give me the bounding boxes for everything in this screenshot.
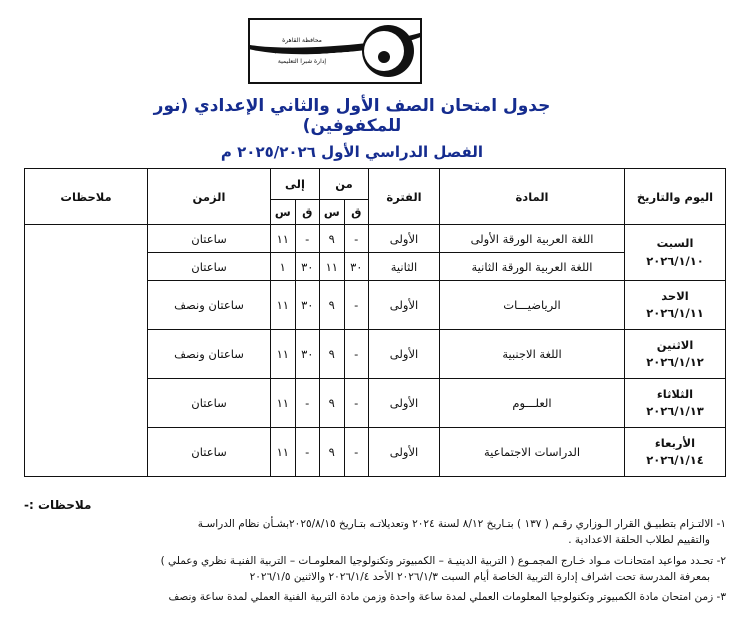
header-notes: ملاحظات [25,169,148,225]
cell-to-minutes: - [295,379,320,428]
cell-to-minutes: - [295,428,320,477]
note-item [24,516,726,549]
cell-from-minutes: - [344,428,369,477]
cell-day-name: السبت [656,236,694,251]
cell-to-minutes: ٣٠ [295,281,320,330]
cell-day-date-value: ٢٠٢٦/١/١٤ [646,453,704,467]
cell-day-name: الاحد [661,288,689,303]
cell-from-hours: ٩ [320,379,345,428]
header-from: من [320,169,369,200]
emblem-dot-icon [378,51,390,63]
crescent-eagle-emblem-icon [362,25,414,77]
cell-day-date [625,281,726,330]
cell-from-minutes: - [344,379,369,428]
logo-line-1: محافظة القاهرة [282,36,322,44]
header-to-hours: س [271,200,296,225]
cell-duration: ساعتان ونصف [148,281,271,330]
table-body [25,225,726,477]
cell-duration: ساعتان [148,253,271,281]
cell-day-date [625,428,726,477]
cell-to-hours: ١١ [271,330,296,379]
cell-to-minutes: - [295,225,320,253]
cell-to-hours: ١١ [271,225,296,253]
cell-period: الأولى [369,225,440,253]
logo-line-2: مديرية التربية والتعليم [274,47,330,55]
cell-day-date-value: ٢٠٢٦/١/١٠ [646,253,704,268]
exam-schedule-table-wrapper [24,168,726,477]
cell-day-date-value: ٢٠٢٦/١/١١ [646,306,704,320]
document-titles [142,96,562,161]
cell-subject: اللغة الاجنبية [440,330,625,379]
notes-section [24,498,726,609]
cell-duration: ساعتان [148,379,271,428]
cell-to-hours: ١١ [271,379,296,428]
cell-duration: ساعتان [148,428,271,477]
cell-from-minutes: - [344,281,369,330]
header-to-minutes: ق [295,200,320,225]
cell-to-minutes: ٣٠ [295,253,320,281]
header-day-date: اليوم والتاريخ [625,169,726,225]
cell-day-name: الاثنين [656,337,694,352]
note-line: ٢- تحـدد مواعيد امتحانـات مـواد خـارج المجمـوع ( التربية الدينيـة – الكمبيوتر وتكنولوجيا المعلومـات – التربية الفنيـة نظري وعملي ) [160,554,726,567]
note-line: ١- الالتـزام بتطبيـق القرار الـوزاري رقـم ( ١٣٧ ) بتـاريخ ٨/١٢ لسنة ٢٠٢٤ وتعديلاتـه بتـاريخ ٢٠٢٥/٨/١٥بشـأن نظام الدراسـة [197,518,726,530]
cell-subject: العلـــوم [440,379,625,428]
cell-from-minutes: - [344,225,369,253]
cell-from-hours: ٩ [320,281,345,330]
table-head [25,169,726,225]
cell-day-date [625,225,726,281]
cell-period: الثانية [369,253,440,281]
header-period: الفترة [369,169,440,225]
note-line: ٣- زمن امتحان مادة الكمبيوتر وتكنولوجيا المعلومات العملي لمدة ساعة واحدة وزمن مادة التربية الفنية العملي لمدة ساعة ونصف [168,591,726,604]
header-from-hours: س [320,200,345,225]
cell-from-hours: ٩ [320,330,345,379]
cell-day-name: الثلاثاء [656,386,694,401]
cell-subject: اللغة العربية الورقة الثانية [440,253,625,281]
cell-from-minutes: - [344,330,369,379]
notes-title: ملاحظات :- [24,498,92,512]
cell-day-date-value: ٢٠٢٦/١/١٢ [646,355,704,369]
cell-to-hours: ١ [271,253,296,281]
table-header-row-main [25,169,726,200]
cell-to-minutes: ٣٠ [295,330,320,379]
cell-duration: ساعتان [148,225,271,253]
header-subject: المادة [440,169,625,225]
cell-from-minutes: ٣٠ [344,253,369,281]
cell-day-date [625,379,726,428]
cell-subject: اللغة العربية الورقة الأولى [440,225,625,253]
note-item [24,589,726,605]
header-from-minutes: ق [344,200,369,225]
cell-from-hours: ٩ [320,225,345,253]
cell-from-hours: ٩ [320,428,345,477]
page-title: جدول امتحان الصف الأول والثاني الإعدادي (نور للمكفوفين) [153,96,551,136]
header-to: إلى [271,169,320,200]
cell-to-hours: ١١ [271,428,296,477]
logo-box [248,18,422,84]
cell-notes-blank [25,225,148,477]
header-time: الزمن [148,169,271,225]
page-subtitle: الفصل الدراسي الأول ٢٠٢٥/٢٠٢٦ م [220,143,484,161]
logo-line-3: إدارة شبرا التعليمية [277,57,327,65]
note-item [24,553,726,586]
cell-subject: الرياضيـــات [440,281,625,330]
cell-from-hours: ١١ [320,253,345,281]
note-line: والتقييم لطلاب الحلقة الاعدادية . [568,534,710,547]
exam-schedule-table [24,168,726,477]
table-row [25,225,726,253]
cell-subject: الدراسات الاجتماعية [440,428,625,477]
cell-period: الأولى [369,428,440,477]
letterhead-logo [0,18,750,84]
cell-period: الأولى [369,281,440,330]
note-line: بمعرفة المدرسة تحت اشراف إدارة التربية الخاصة أيام السبت ٢٠٢٦/١/٣ الأحد ٢٠٢٦/١/٤ والاثنين ٢٠٢٦/١/٥ [249,570,710,583]
cell-day-date [625,330,726,379]
cell-to-hours: ١١ [271,281,296,330]
cell-day-name: الأربعاء [654,435,696,450]
cell-duration: ساعتان ونصف [148,330,271,379]
cell-day-date-value: ٢٠٢٦/١/١٣ [646,404,704,418]
cell-period: الأولى [369,330,440,379]
cell-period: الأولى [369,379,440,428]
